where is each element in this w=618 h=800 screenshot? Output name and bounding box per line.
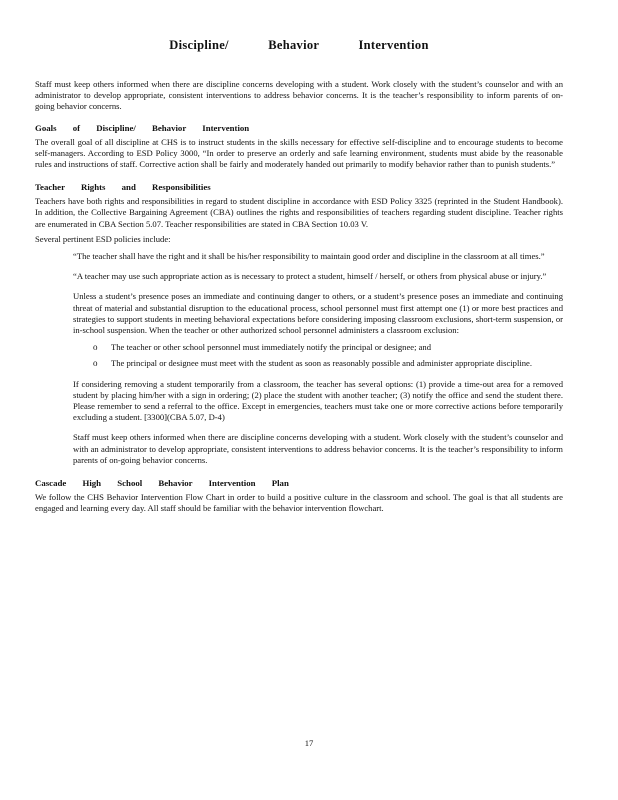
plan-section bbox=[35, 478, 563, 514]
goals-section bbox=[35, 123, 563, 171]
sub-bullet-list bbox=[73, 342, 563, 369]
circle-bullet-icon: o bbox=[93, 342, 98, 353]
list-item: “The teacher shall have the right and it shall be his/her responsibility to maintain good order and discipline in the classroom at all times.” bbox=[73, 251, 545, 262]
goals-paragraph: The overall goal of all discipline at CHS is to instruct students in the skills necessary for effective self-discipline and to encourage students to become self-managers. According to ESD Policy 3000, “In order to preserve an orderly and safe learning environment, students must abide by the reasonable rules and instructions of staff. Corrective action shall be fairly and moderately handed out primarily to modify behavior rather than to punish students.” bbox=[35, 136, 563, 170]
policies-intro: Several pertinent ESD policies include: bbox=[35, 233, 171, 244]
circle-bullet-icon: o bbox=[93, 358, 98, 369]
list-item: o The principal or designee must meet with the student as soon as reasonably possible and administer appropriate discipline. bbox=[93, 358, 532, 369]
list-item: Staff must keep others informed when there are discipline concerns developing with a student. Work closely with the student’s counselor and with an administrator to develop appropriate, consistent interventions to address behavior concerns. It is the teacher’s responsibility to inform parents of on-going behavior concerns. bbox=[73, 432, 563, 465]
policy-bullet-list bbox=[35, 251, 563, 466]
plan-heading: Cascade High School Behavior Intervention Plan bbox=[35, 478, 289, 489]
list-item: “A teacher may use such appropriate action as is necessary to protect a student, himself / herself, or others from physical abuse or injury.” bbox=[73, 271, 547, 282]
page-title: Discipline/ Behavior Intervention bbox=[169, 38, 429, 52]
list-item: o The teacher or other school personnel must immediately notify the principal or designee; and bbox=[93, 342, 432, 353]
rights-heading: Teacher Rights and Responsibilities bbox=[35, 182, 211, 193]
list-item: Unless a student’s presence poses an immediate and continuing danger to others, or a student’s presence poses an immediate and continuing threat of material and substantial disruption to the educational process, school personnel must first attempt one (1) or more best practices and strategies to support students in meeting behavioral expectations before considering imposing classroom exclusions, short-term suspension, or in-school suspension. When the teacher or other authorized school personnel administers a classroom exclusion: o The teacher or other school personnel must immediately notify the principal or designee; and o The principal or designee must meet with the student as soon as reasonably possible and administer appropriate discipline. bbox=[73, 291, 563, 369]
list-item: If considering removing a student temporarily from a classroom, the teacher has several options: (1) provide a time-out area for a removed student by placing him/her with a sign in ordering; (2) place the student with another teacher; (3) notify the office and send the student there. Please remember to send a referral to the office. Except in emergencies, teachers must take one or more corrective actions before temporarily excluding a student. [3300](CBA 5.07, D-4) bbox=[73, 378, 563, 423]
rights-paragraph: Teachers have both rights and responsibilities in regard to student discipline in accordance with ESD Policy 3325 (reprinted in the Student Handbook). In addition, the Collective Bargaining Agreement (CBA) outlines the rights and responsibilities of teachers regarding student discipline. Teacher rights are enumerated in CBA Section 5.07. Teacher responsibilities are stated in CBA Section 10.03 V. bbox=[35, 196, 563, 229]
document-page bbox=[35, 38, 563, 526]
intro-paragraph: Staff must keep others informed when there are discipline concerns developing with a student. Work closely with the student’s counselor and with an administrator to develop appropriate, consistent interventions to address behavior concerns. It is the teacher’s responsibility to inform parents of on-going behavior concerns. bbox=[35, 79, 563, 112]
page-number: 17 bbox=[304, 738, 314, 748]
rights-section bbox=[35, 182, 563, 466]
goals-heading: Goals of Discipline/ Behavior Intervention bbox=[35, 122, 250, 133]
plan-paragraph: We follow the CHS Behavior Intervention Flow Chart in order to build a positive culture in the classroom and school. The goal is that all students are engaged and learning every day. All staff should be familiar with the behavior intervention flowchart. bbox=[35, 492, 563, 514]
